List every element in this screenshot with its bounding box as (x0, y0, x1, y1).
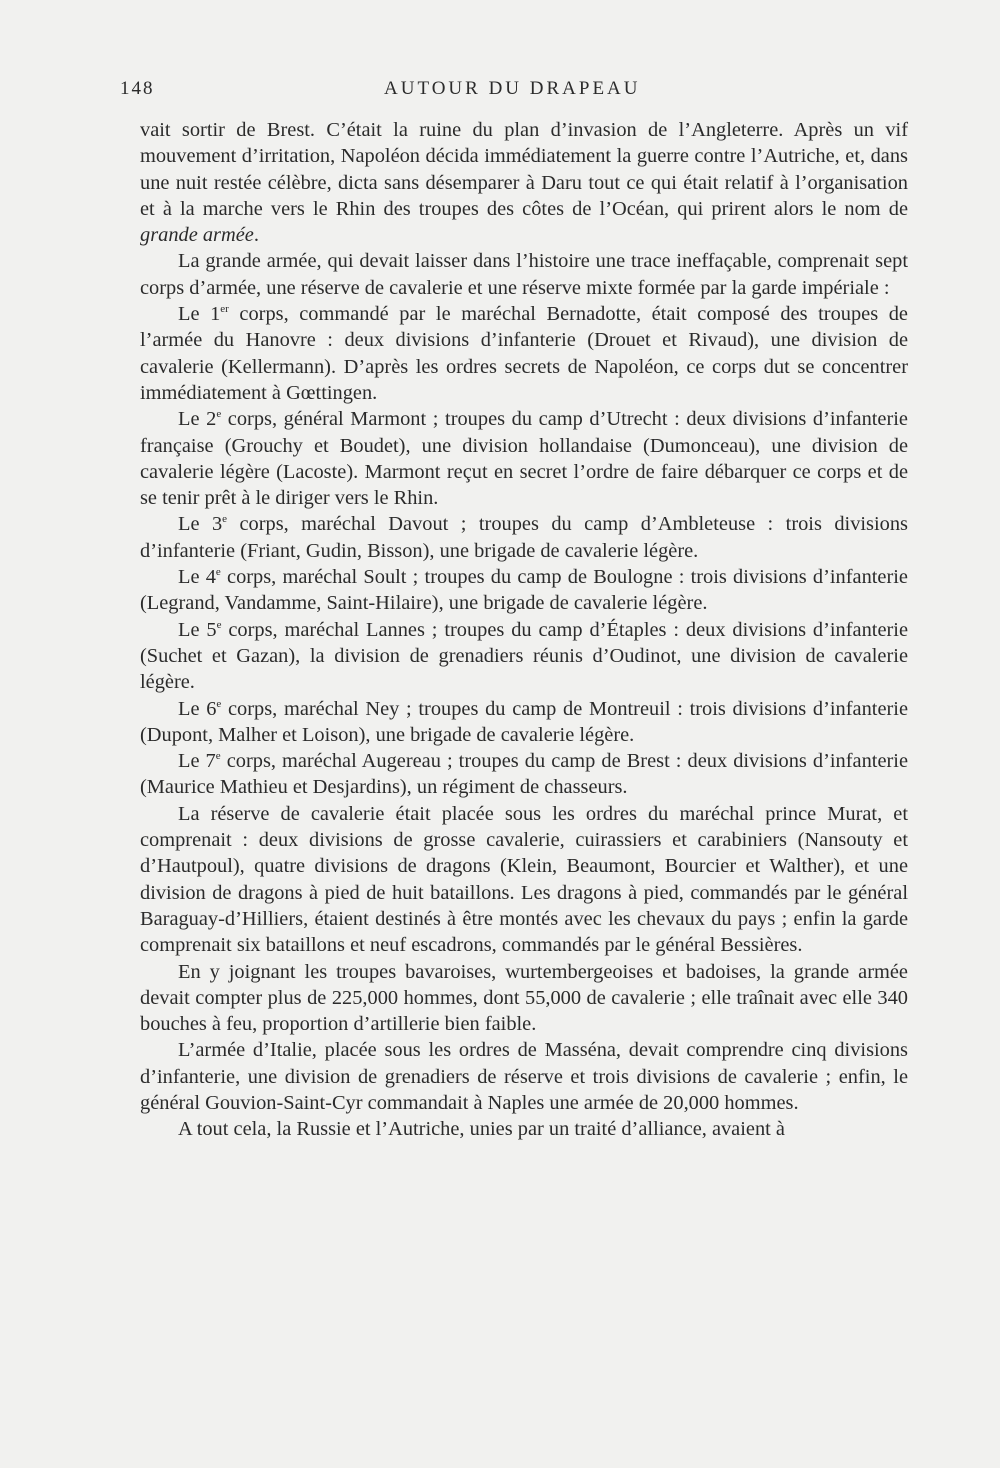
paragraph: Le 5e corps, maréchal Lannes ; troupes du camp d’Étaples : deux divisions d’infanterie (Suchet et Gazan), la division de grenadiers réunis d’Oudinot, une division de cavalerie légère. (140, 618, 908, 694)
italic-term: grande armée (140, 224, 254, 247)
paragraph: A tout cela, la Russie et l’Autriche, unies par un traité d’alliance, avaient à (178, 1118, 785, 1141)
paragraph: Le 1er corps, commandé par le maréchal Bernadotte, était composé des troupes de l’armée du Hanovre : deux divisions d’infanterie (Drouet et Rivaud), une division de cavalerie (Kellermann). D’après les ordres secrets de Napoléon, ce corps dut se concentrer immédiatement à Gœttingen. (140, 303, 908, 404)
paragraph: La réserve de cavalerie était placée sous les ordres du maréchal prince Murat, et comprenait : deux divisions de grosse cavalerie, cuirassiers et carabiniers (Nansouty et d’Hautpoul), quatre divisions de dragons (Klein, Beaumont, Bourcier et Walther), et une division de dragons à pied de huit bataillons. Les dragons à pied, commandés par le général Baraguay-d’Hilliers, étaient destinés à être montés avec les chevaux du pays ; enfin la garde comprenait six bataillons et neuf escadrons, commandés par le général Bessières. (140, 802, 908, 957)
paragraph: vait sortir de Brest. C’était la ruine du plan d’invasion de l’Angleterre. Après un vif mouvement d’irritation, Napoléon décida immédiatement la guerre contre l’Autriche, et, dans une nuit restée célèbre, dicta sans désemparer à Daru tout ce qui était relatif à l’organisation et à la marche vers le Rhin des troupes des côtes de l’Océan, qui prirent alors le nom de grande armée. (140, 119, 908, 247)
paragraph: La grande armée, qui devait laisser dans l’histoire une trace ineffaçable, comprenait sept corps d’armée, une réserve de cavalerie et une réserve mixte formée par la garde impériale : (140, 250, 908, 299)
paragraph: L’armée d’Italie, placée sous les ordres de Masséna, devait comprendre cinq divisions d’infanterie, une division de grenadiers de réserve et trois divisions de cavalerie ; enfin, le général Gouvion-Saint-Cyr commandait à Naples une armée de 20,000 hommes. (140, 1039, 908, 1114)
page-header (120, 78, 910, 108)
paragraph: Le 7e corps, maréchal Augereau ; troupes du camp de Brest : deux divisions d’infanterie (Maurice Mathieu et Desjardins), un régiment de chasseurs. (140, 750, 908, 799)
body-text (140, 117, 908, 1143)
paragraph: Le 6e corps, maréchal Ney ; troupes du camp de Montreuil : trois divisions d’infanterie (Dupont, Malher et Loison), une brigade de cavalerie légère. (140, 697, 908, 746)
paragraph: Le 3e corps, maréchal Davout ; troupes du camp d’Ambleteuse : trois divisions d’infanterie (Friant, Gudin, Bisson), une brigade de cavalerie légère. (140, 513, 908, 562)
paragraph: En y joignant les troupes bavaroises, wurtembergeoises et badoises, la grande armée devait compter plus de 225,000 hommes, dont 55,000 de cavalerie ; elle traînait avec elle 340 bouches à feu, proportion d’artillerie bien faible. (140, 960, 908, 1036)
paragraph: Le 4e corps, maréchal Soult ; troupes du camp de Boulogne : trois divisions d’infanterie (Legrand, Vandamme, Saint-Hilaire), une brigade de cavalerie légère. (140, 566, 908, 615)
running-head: AUTOUR DU DRAPEAU (384, 78, 641, 99)
paragraph: Le 2e corps, général Marmont ; troupes du camp d’Utrecht : deux divisions d’infanterie française (Grouchy et Boudet), une division hollandaise (Dumonceau), une division de cavalerie légère (Lacoste). Marmont reçut en secret l’ordre de faire débarquer ce corps et de se tenir prêt à le diriger vers le Rhin. (140, 408, 908, 510)
page-number: 148 (120, 78, 155, 99)
